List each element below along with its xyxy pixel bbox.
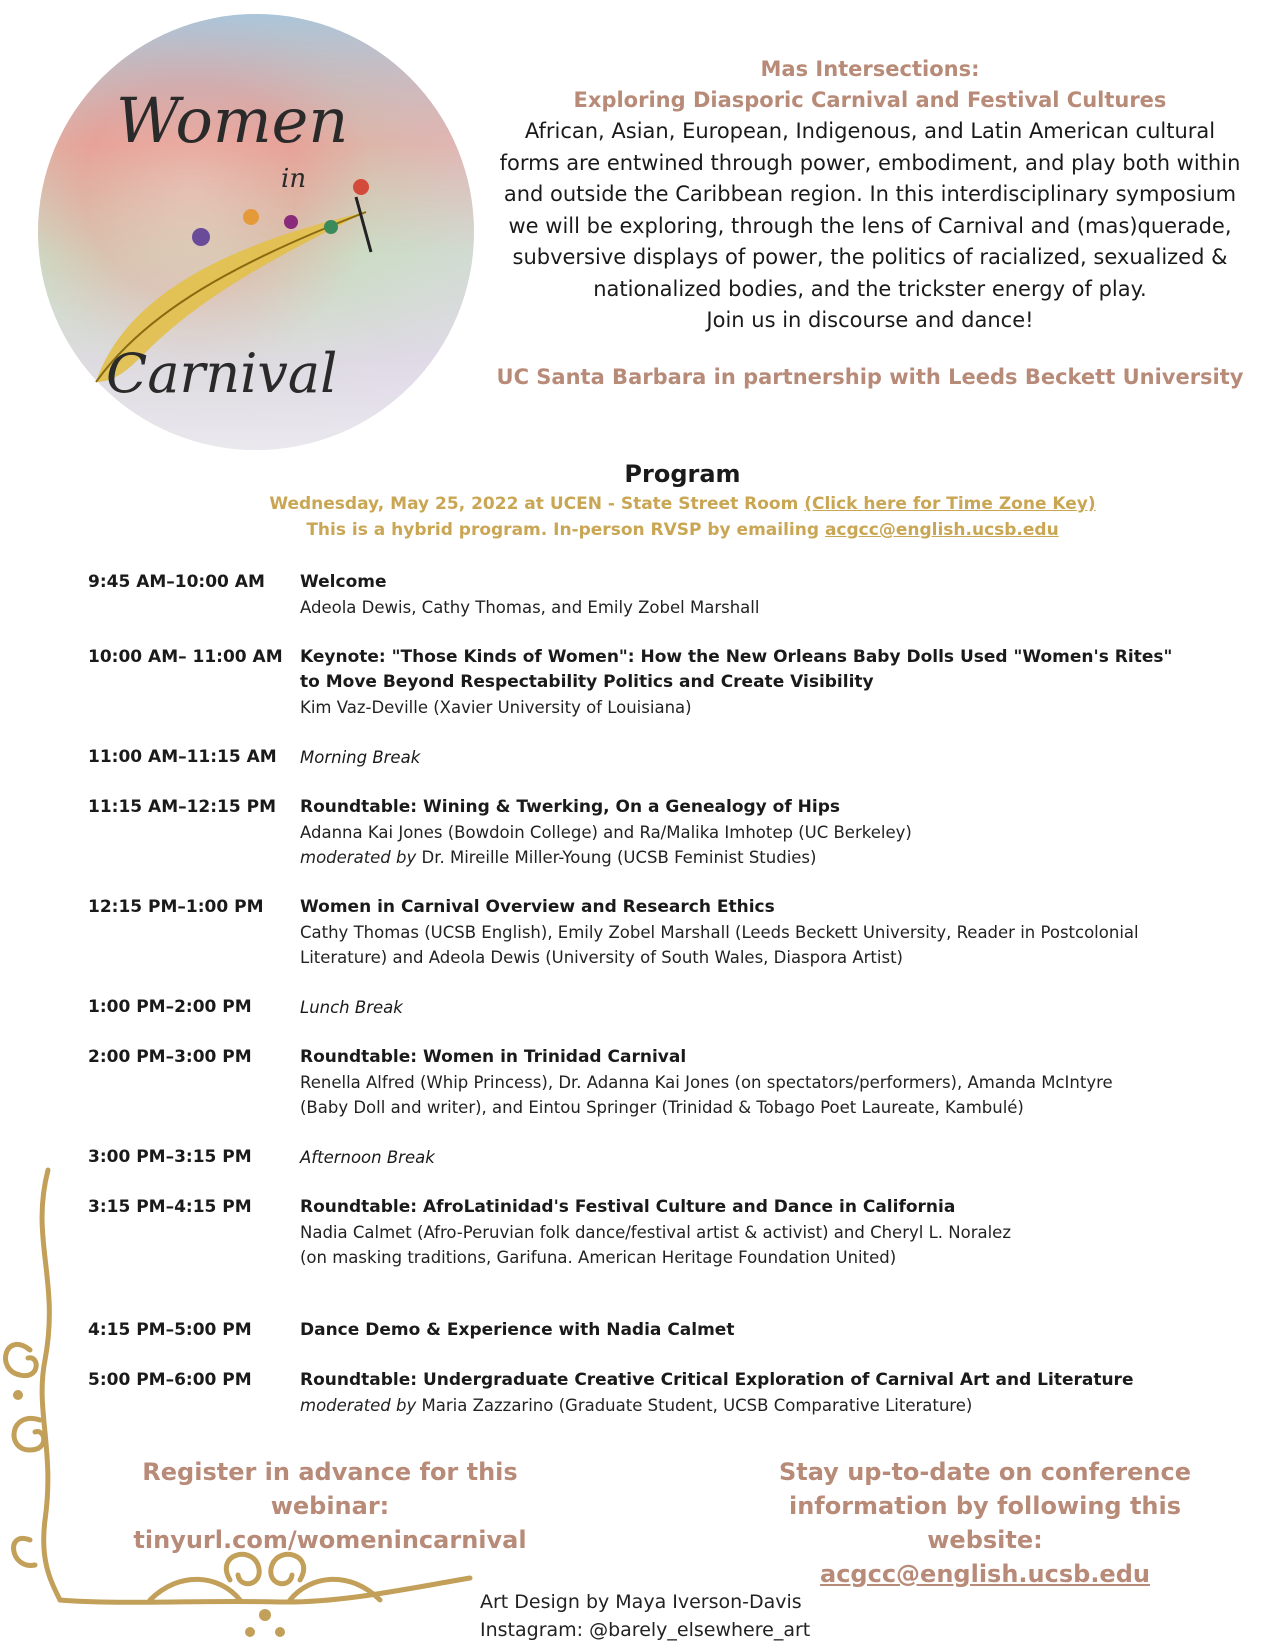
program-hybrid-line — [0, 520, 1275, 540]
credit-line-2: Instagram: @barely_elsewhere_art — [480, 1619, 811, 1641]
session-time: 10:00 AM– 11:00 AM — [88, 647, 283, 667]
session-title: Roundtable: AfroLatinidad's Festival Culture and Dance in California — [300, 1197, 956, 1217]
session-time: 3:00 PM–3:15 PM — [88, 1147, 252, 1167]
session-people-line-1: Cathy Thomas (UCSB English), Emily Zobel Marshall (Leeds Beckett University, Reader in Postcolonial — [300, 923, 1139, 942]
program-title: Program — [624, 460, 741, 488]
header — [495, 54, 1245, 389]
session-people-line-1: Renella Alfred (Whip Princess), Dr. Adanna Kai Jones (on spectators/performers), Amanda McIntyre — [300, 1073, 1113, 1092]
logo-text-women: Women — [116, 84, 349, 157]
session-time: 12:15 PM–1:00 PM — [88, 897, 264, 917]
register-link[interactable]: tinyurl.com/womenincarnival — [133, 1526, 527, 1554]
session-title: Roundtable: Wining & Twerking, On a Genealogy of Hips — [300, 797, 841, 817]
session-title: Women in Carnival Overview and Research Ethics — [300, 897, 775, 917]
credit-line-1: Art Design by Maya Iverson-Davis — [480, 1591, 802, 1613]
session-break: Afternoon Break — [300, 1148, 435, 1167]
title-line-1: Mas Intersections: — [760, 57, 980, 81]
title-line-2: Exploring Diasporic Carnival and Festival Cultures — [573, 88, 1167, 112]
program-date-line — [0, 494, 1275, 514]
register-block — [90, 1455, 570, 1557]
stay-block — [740, 1455, 1230, 1591]
stay-line-1: Stay up-to-date on conference — [779, 1458, 1191, 1486]
moderated-by-label: moderated by — [300, 848, 417, 867]
stay-email-link[interactable]: acgcc@english.ucsb.edu — [820, 1560, 1150, 1588]
session-title-line-2: to Move Beyond Respectability Politics and Create Visibility — [300, 672, 874, 692]
session-time: 3:15 PM–4:15 PM — [88, 1197, 252, 1217]
session-people: Kim Vaz-Deville (Xavier University of Louisiana) — [300, 698, 692, 717]
logo-text-carnival: Carnival — [106, 342, 338, 405]
session-people-line-1: Nadia Calmet (Afro-Peruvian folk dance/festival artist & activist) and Cheryl L. Noralez — [300, 1223, 1011, 1242]
session-people: Adanna Kai Jones (Bowdoin College) and Ra/Malika Imhotep (UC Berkeley) — [300, 823, 912, 842]
partner-text: UC Santa Barbara in partnership with Leeds Beckett University — [496, 364, 1244, 389]
women-in-carnival-logo — [36, 12, 476, 452]
rsvp-email-link[interactable]: acgcc@english.ucsb.edu — [824, 520, 1059, 540]
session-people-line-2: (on masking traditions, Garifuna. American Heritage Foundation United) — [300, 1248, 897, 1267]
session-break: Morning Break — [300, 748, 421, 767]
hybrid-text: This is a hybrid program. In-person RVSP by emailing — [306, 520, 820, 540]
description: African, Asian, European, Indigenous, and Latin American cultural forms are entwined through power, embodiment, and play both within and outside the Caribbean region. In this interdisciplinary symposium we will be exploring, through the lens of Carnival and (mas)querade, subversive displays of power, the politics of racialized, sexualized & nationalized bodies, and the trickster energy of play. — [499, 119, 1241, 301]
session-break: Lunch Break — [300, 998, 403, 1017]
session-time: 1:00 PM–2:00 PM — [88, 997, 252, 1017]
session-moderator — [300, 845, 1190, 870]
date-text: Wednesday, May 25, 2022 at UCEN - State Street Room — [269, 494, 799, 514]
join-text: Join us in discourse and dance! — [706, 308, 1034, 332]
session-title-line-1: Keynote: "Those Kinds of Women": How the New Orleans Baby Dolls Used "Women's Rites" — [300, 647, 1173, 667]
session-time: 11:15 AM–12:15 PM — [88, 797, 277, 817]
session-title: Roundtable: Undergraduate Creative Critical Exploration of Carnival Art and Literature — [300, 1370, 1134, 1390]
session-time: 4:15 PM–5:00 PM — [88, 1320, 252, 1340]
timezone-link[interactable]: (Click here for Time Zone Key) — [804, 494, 1096, 514]
session-title: Welcome — [300, 572, 387, 592]
moderated-by-label: moderated by — [300, 1396, 417, 1415]
session-time: 11:00 AM–11:15 AM — [88, 747, 277, 767]
session-title: Dance Demo & Experience with Nadia Calmet — [300, 1320, 735, 1340]
session-people-line-2: (Baby Doll and writer), and Eintou Springer (Trinidad & Tobago Poet Laureate, Kambulé) — [300, 1098, 1024, 1117]
gold-ornament — [0, 1160, 480, 1650]
session-time: 5:00 PM–6:00 PM — [88, 1370, 252, 1390]
session-time: 9:45 AM–10:00 AM — [88, 572, 265, 592]
logo-text-in: in — [281, 164, 307, 194]
moderator-name: Maria Zazzarino (Graduate Student, UCSB Comparative Literature) — [416, 1396, 973, 1415]
register-line-1: Register in advance for this webinar: — [142, 1458, 518, 1520]
session-time: 2:00 PM–3:00 PM — [88, 1047, 252, 1067]
session-people-line-2: Literature) and Adeola Dewis (University of South Wales, Diaspora Artist) — [300, 948, 903, 967]
session-people: Adeola Dewis, Cathy Thomas, and Emily Zobel Marshall — [300, 598, 760, 617]
session-title: Roundtable: Women in Trinidad Carnival — [300, 1047, 687, 1067]
art-credit — [480, 1588, 810, 1644]
moderator-name: Dr. Mireille Miller-Young (UCSB Feminist Studies) — [416, 848, 817, 867]
stay-line-2: information by following this website: — [788, 1492, 1182, 1554]
